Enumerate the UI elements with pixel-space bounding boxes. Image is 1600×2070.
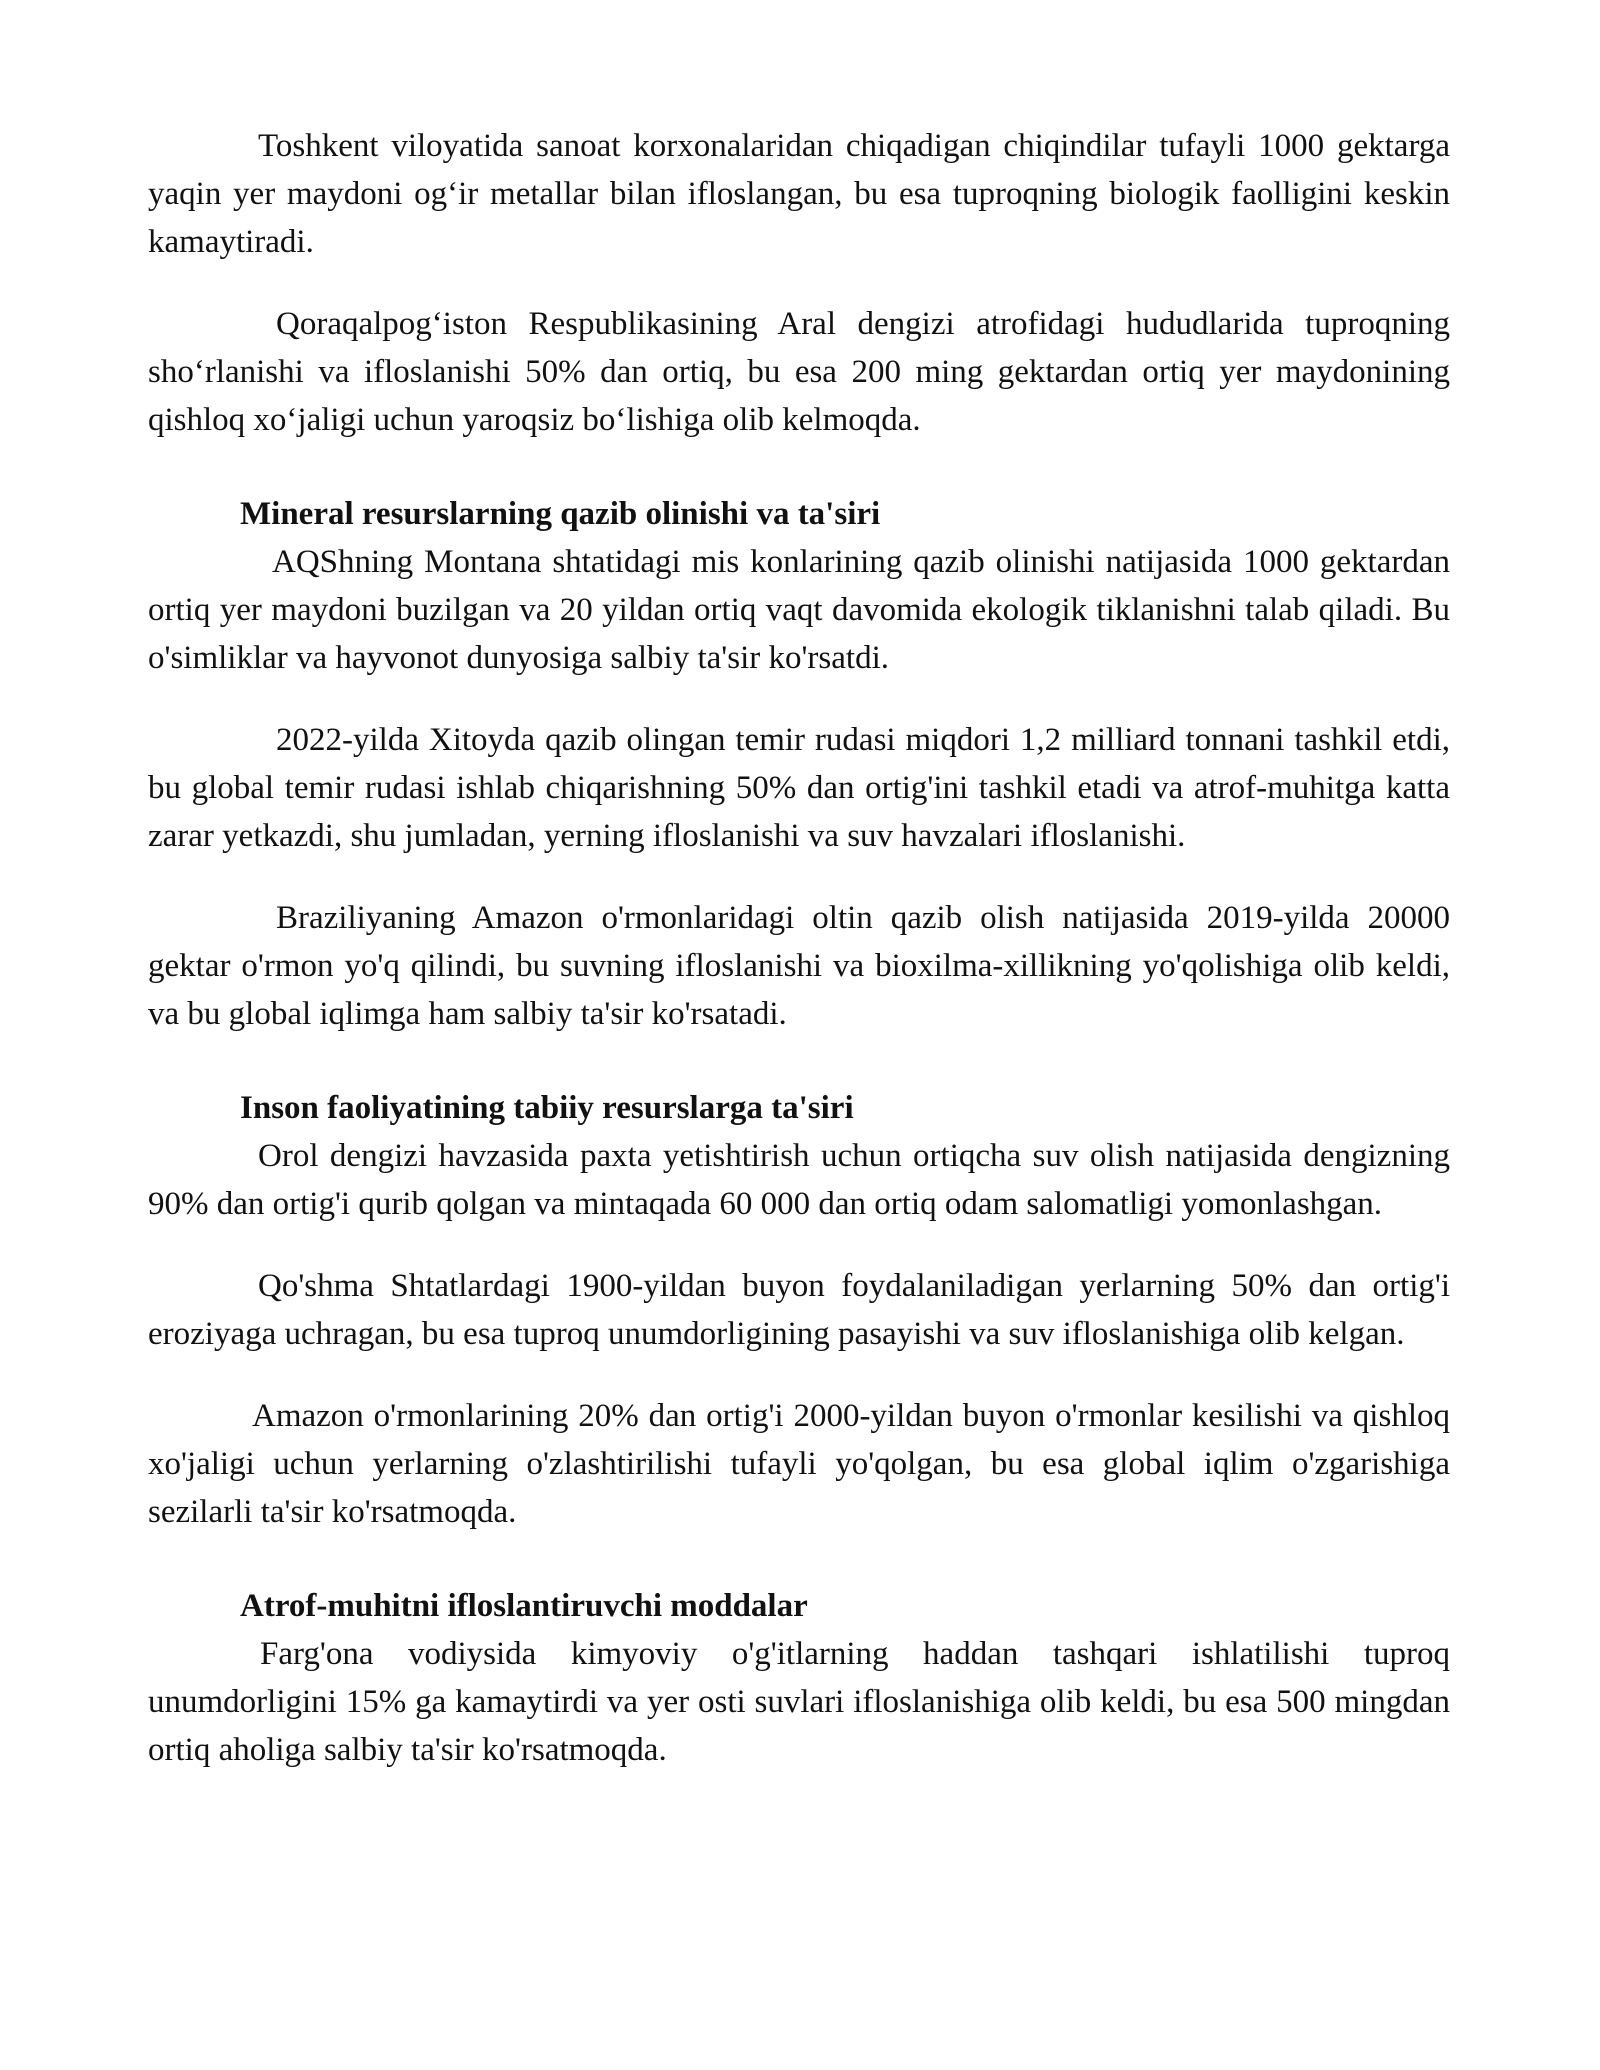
section-heading-atrof-muhit: Atrof-muhitni ifloslantiruvchi moddalar xyxy=(240,1588,808,1624)
section-heading-inson: Inson faoliyatining tabiiy resurslarga ta'siri xyxy=(240,1090,854,1126)
paragraph-amazon: Amazon o'rmonlarining 20% dan ortig'i 2000-yildan buyon o'rmonlar kesilishi va qishloq xo'jaligi uchun yerlarning o'zlashtirilishi tufayli yo'qolgan, bu esa global iqlim o'zgarishiga sezilarli ta'sir ko'rsatmoqda. xyxy=(148,1398,1450,1530)
document-page xyxy=(148,122,1450,1774)
paragraph-montana: AQShning Montana shtatidagi mis konlarining qazib olinishi natijasida 1000 gektardan ortiq yer maydoni buzilgan va 20 yildan ortiq vaqt davomida ekologik tiklanishni talab qiladi. Bu o'simliklar va hayvonot dunyosiga salbiy ta'sir ko'rsatdi. xyxy=(148,544,1450,676)
paragraph-fargona: Farg'ona vodiysida kimyoviy o'g'itlarning haddan tashqari ishlatilishi tuproq unumdorligini 15% ga kamaytirdi va yer osti suvlari ifloslanishiga olib keldi, bu esa 500 mingdan ortiq aholiga salbiy ta'sir ko'rsatmoqda. xyxy=(148,1636,1450,1768)
paragraph-qoshma-shtatlar: Qo'shma Shtatlardagi 1900-yildan buyon foydalaniladigan yerlarning 50% dan ortig'i eroziyaga uchragan, bu esa tuproq unumdorligining pasayishi va suv ifloslanishiga olib kelgan. xyxy=(148,1268,1450,1352)
paragraph-xitoy: 2022-yilda Xitoyda qazib olingan temir rudasi miqdori 1,2 milliard tonnani tashkil etdi, bu global temir rudasi ishlab chiqarishning 50% dan ortig'ini tashkil etadi va atrof-muhitga katta zarar yetkazdi, shu jumladan, yerning ifloslanishi va suv havzalari ifloslanishi. xyxy=(148,722,1450,854)
paragraph-braziliya: Braziliyaning Amazon o'rmonlaridagi oltin qazib olish natijasida 2019-yilda 20000 gektar o'rmon yo'q qilindi, bu suvning ifloslanishi va bioxilma-xillikning yo'qolishiga olib keldi, va bu global iqlimga ham salbiy ta'sir ko'rsatadi. xyxy=(148,900,1450,1032)
paragraph-toshkent: Toshkent viloyatida sanoat korxonalaridan chiqadigan chiqindilar tufayli 1000 gektarga yaqin yer maydoni og‘ir metallar bilan ifloslangan, bu esa tuproqning biologik faolligini keskin kamaytiradi. xyxy=(148,128,1450,260)
paragraph-orol: Orol dengizi havzasida paxta yetishtirish uchun ortiqcha suv olish natijasida dengizning 90% dan ortig'i qurib qolgan va mintaqada 60 000 dan ortiq odam salomatligi yomonlashgan. xyxy=(148,1138,1450,1222)
section-heading-mineral: Mineral resurslarning qazib olinishi va ta'siri xyxy=(240,496,881,532)
paragraph-qoraqalpogiston: Qoraqalpog‘iston Respublikasining Aral dengizi atrofidagi hududlarida tuproqning sho‘rlanishi va ifloslanishi 50% dan ortiq, bu esa 200 ming gektardan ortiq yer maydonining qishloq xo‘jaligi uchun yaroqsiz bo‘lishiga olib kelmoqda. xyxy=(148,306,1450,438)
